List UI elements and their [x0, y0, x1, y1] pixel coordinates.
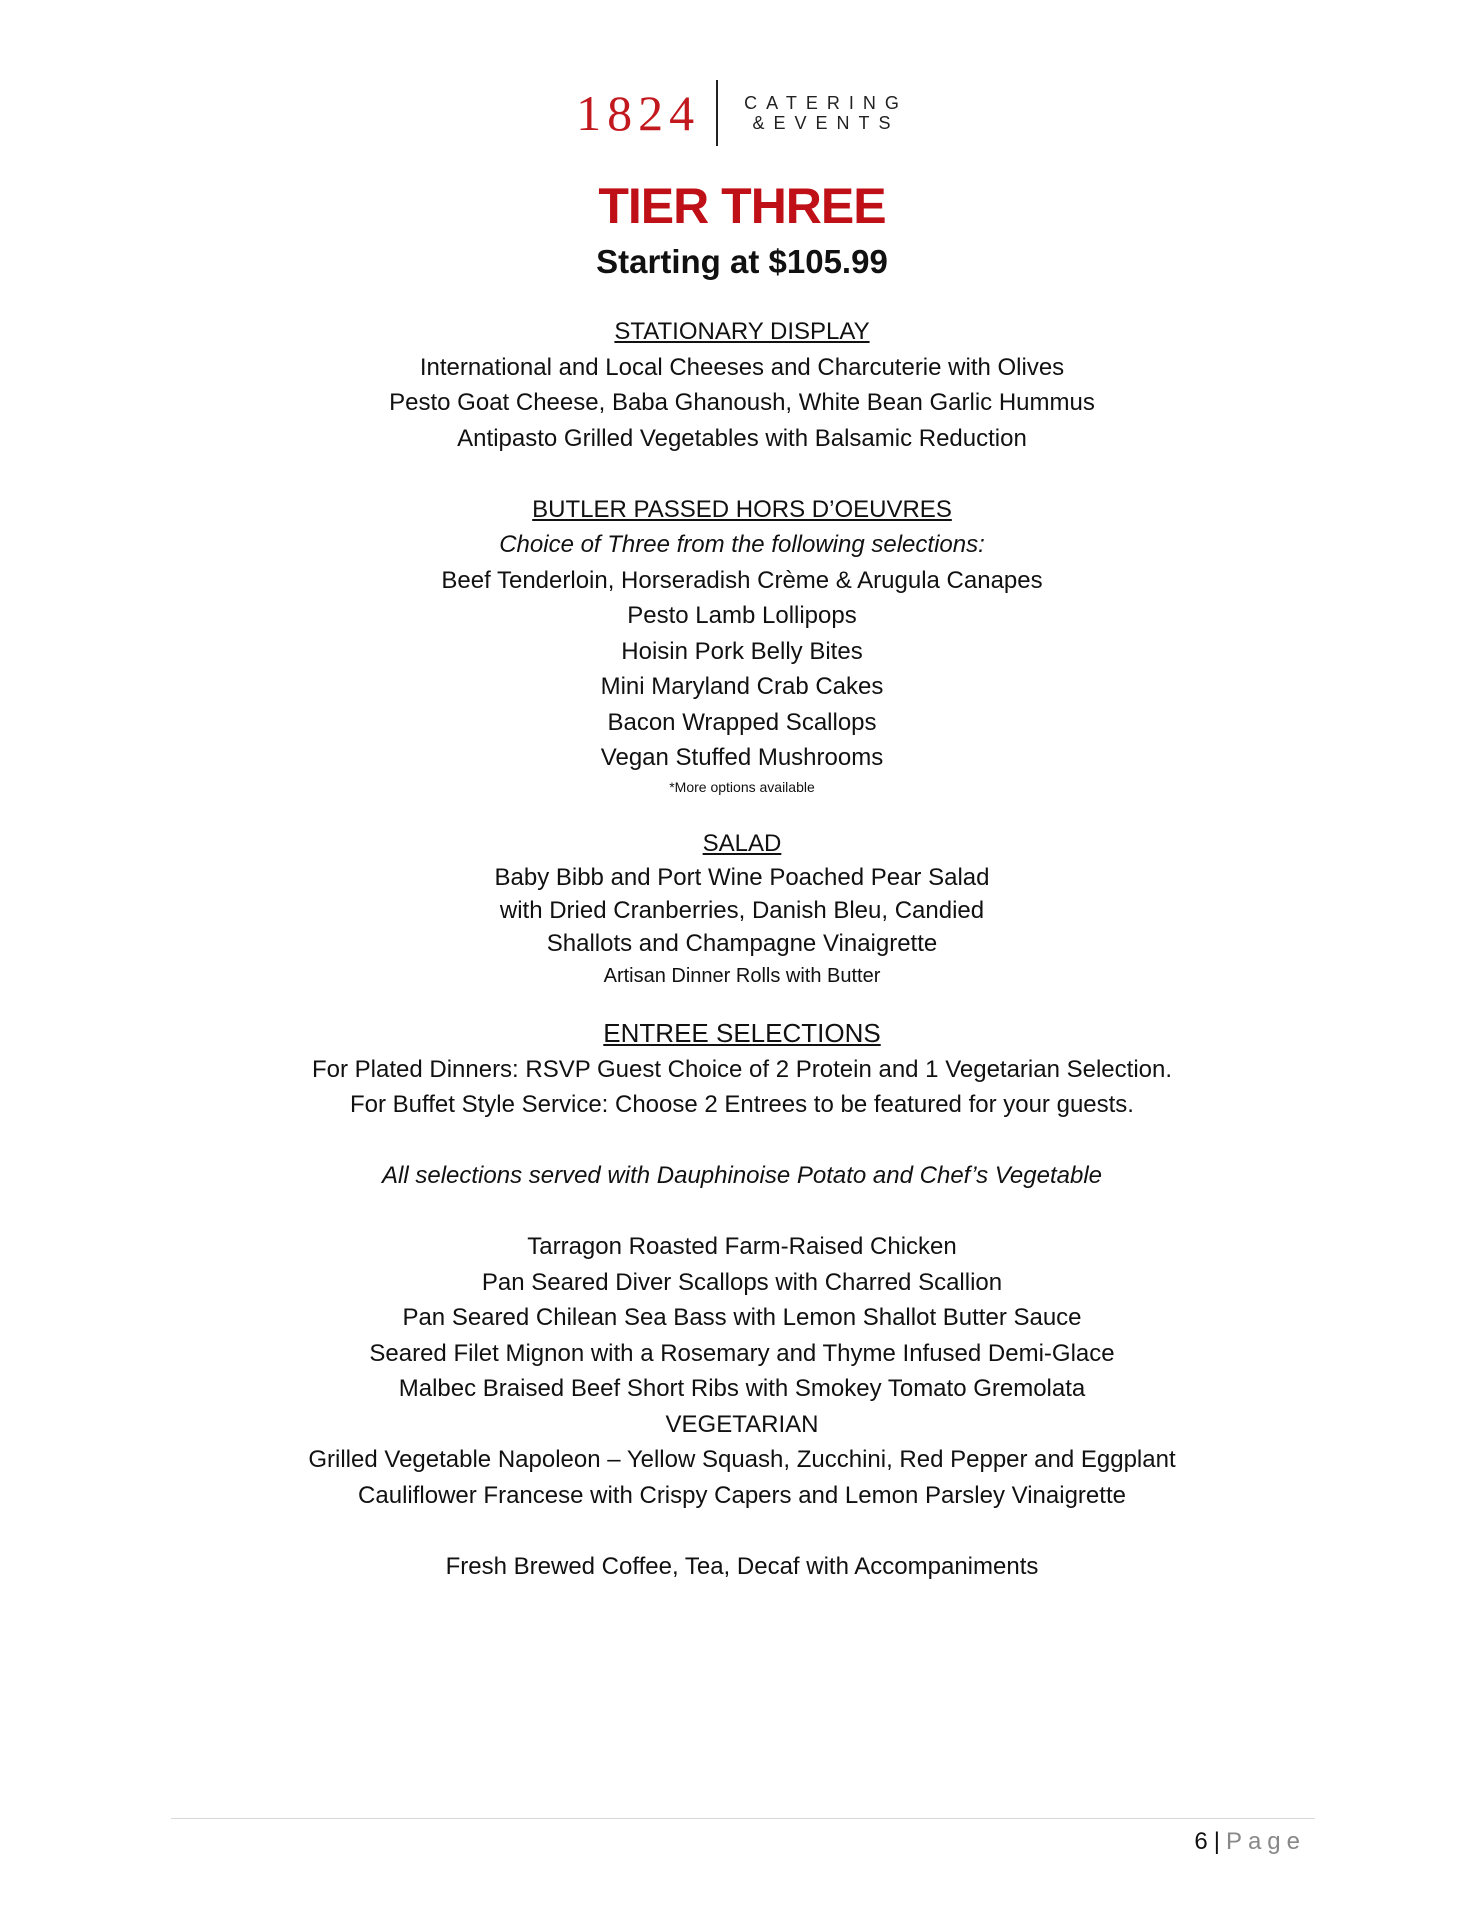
- section-heading-stationary: STATIONARY DISPLAY: [614, 318, 870, 345]
- stationary-section: [0, 314, 1484, 456]
- menu-item: Baby Bibb and Port Wine Poached Pear Salad: [494, 864, 990, 891]
- section-heading-hors: BUTLER PASSED HORS D’OEUVRES: [532, 495, 952, 523]
- more-options-note: *More options available: [669, 778, 815, 795]
- menu-item: Pan Seared Diver Scallops with Charred Scallion: [481, 1268, 1003, 1296]
- menu-item: Bacon Wrapped Scallops: [607, 708, 877, 736]
- menu-item: Hoisin Pork Belly Bites: [621, 637, 863, 665]
- coffee-line: Fresh Brewed Coffee, Tea, Decaf with Accompaniments: [445, 1552, 1039, 1580]
- menu-item: Grilled Vegetable Napoleon – Yellow Squash, Zucchini, Red Pepper and Eggplant: [308, 1446, 1176, 1473]
- menu-item: Cauliflower Francese with Crispy Capers and Lemon Parsley Vinaigrette: [358, 1481, 1126, 1509]
- logo-divider: [716, 80, 718, 146]
- menu-item: Seared Filet Mignon with a Rosemary and Thyme Infused Demi-Glace: [369, 1339, 1115, 1367]
- section-heading-salad: SALAD: [702, 829, 782, 857]
- selection-note: Choice of Three from the following selections:: [499, 531, 985, 558]
- salad-section: [0, 826, 1484, 993]
- menu-item: Malbec Braised Beef Short Ribs with Smokey Tomato Gremolata: [398, 1375, 1086, 1402]
- menu-item: Pesto Goat Cheese, Baba Ghanoush, White Bean Garlic Hummus: [389, 389, 1095, 416]
- footer-divider: [171, 1818, 1315, 1819]
- menu-item: Pan Seared Chilean Sea Bass with Lemon Shallot Butter Sauce: [402, 1304, 1082, 1331]
- menu-item: Tarragon Roasted Farm-Raised Chicken: [527, 1233, 957, 1260]
- entree-instruction: For Buffet Style Service: Choose 2 Entrees to be featured for your guests.: [350, 1091, 1134, 1118]
- hors-section: [0, 492, 1484, 798]
- menu-item: Pesto Lamb Lollipops: [627, 602, 857, 629]
- menu-item: Shallots and Champagne Vinaigrette: [546, 930, 938, 957]
- menu-item: with Dried Cranberries, Danish Bleu, Candied: [499, 897, 985, 924]
- logo-line-events: &EVENTS: [752, 113, 900, 133]
- page-number: 6: [1194, 1828, 1208, 1855]
- logo-text: [744, 93, 908, 133]
- menu-item: Antipasto Grilled Vegetables with Balsamic Reduction: [457, 424, 1027, 452]
- menu-item: International and Local Cheeses and Charcuterie with Olives: [419, 353, 1065, 381]
- menu-content: [0, 176, 1484, 1584]
- rolls-note: Artisan Dinner Rolls with Butter: [603, 965, 881, 987]
- menu-item: Beef Tenderloin, Horseradish Crème & Arugula Canapes: [441, 566, 1043, 594]
- logo-number: 1824: [576, 85, 701, 141]
- menu-item: Vegan Stuffed Mushrooms: [600, 744, 884, 771]
- page-word: Page: [1225, 1828, 1306, 1855]
- page-separator: |: [1213, 1828, 1220, 1855]
- vegetarian-label: VEGETARIAN: [665, 1410, 819, 1438]
- page-title: TIER THREE: [598, 178, 886, 234]
- logo-line-catering: CATERING: [744, 93, 908, 113]
- page-footer: [1194, 1826, 1306, 1858]
- price-subtitle: Starting at $105.99: [596, 243, 888, 280]
- section-heading-entree: ENTREE SELECTIONS: [603, 1018, 881, 1048]
- entree-section: [0, 1016, 1484, 1513]
- logo: [0, 78, 1484, 148]
- menu-item: Mini Maryland Crab Cakes: [600, 673, 884, 700]
- entree-instruction: For Plated Dinners: RSVP Guest Choice of 2 Protein and 1 Vegetarian Selection.: [311, 1055, 1173, 1083]
- served-with-note: All selections served with Dauphinoise Potato and Chef’s Vegetable: [382, 1162, 1102, 1189]
